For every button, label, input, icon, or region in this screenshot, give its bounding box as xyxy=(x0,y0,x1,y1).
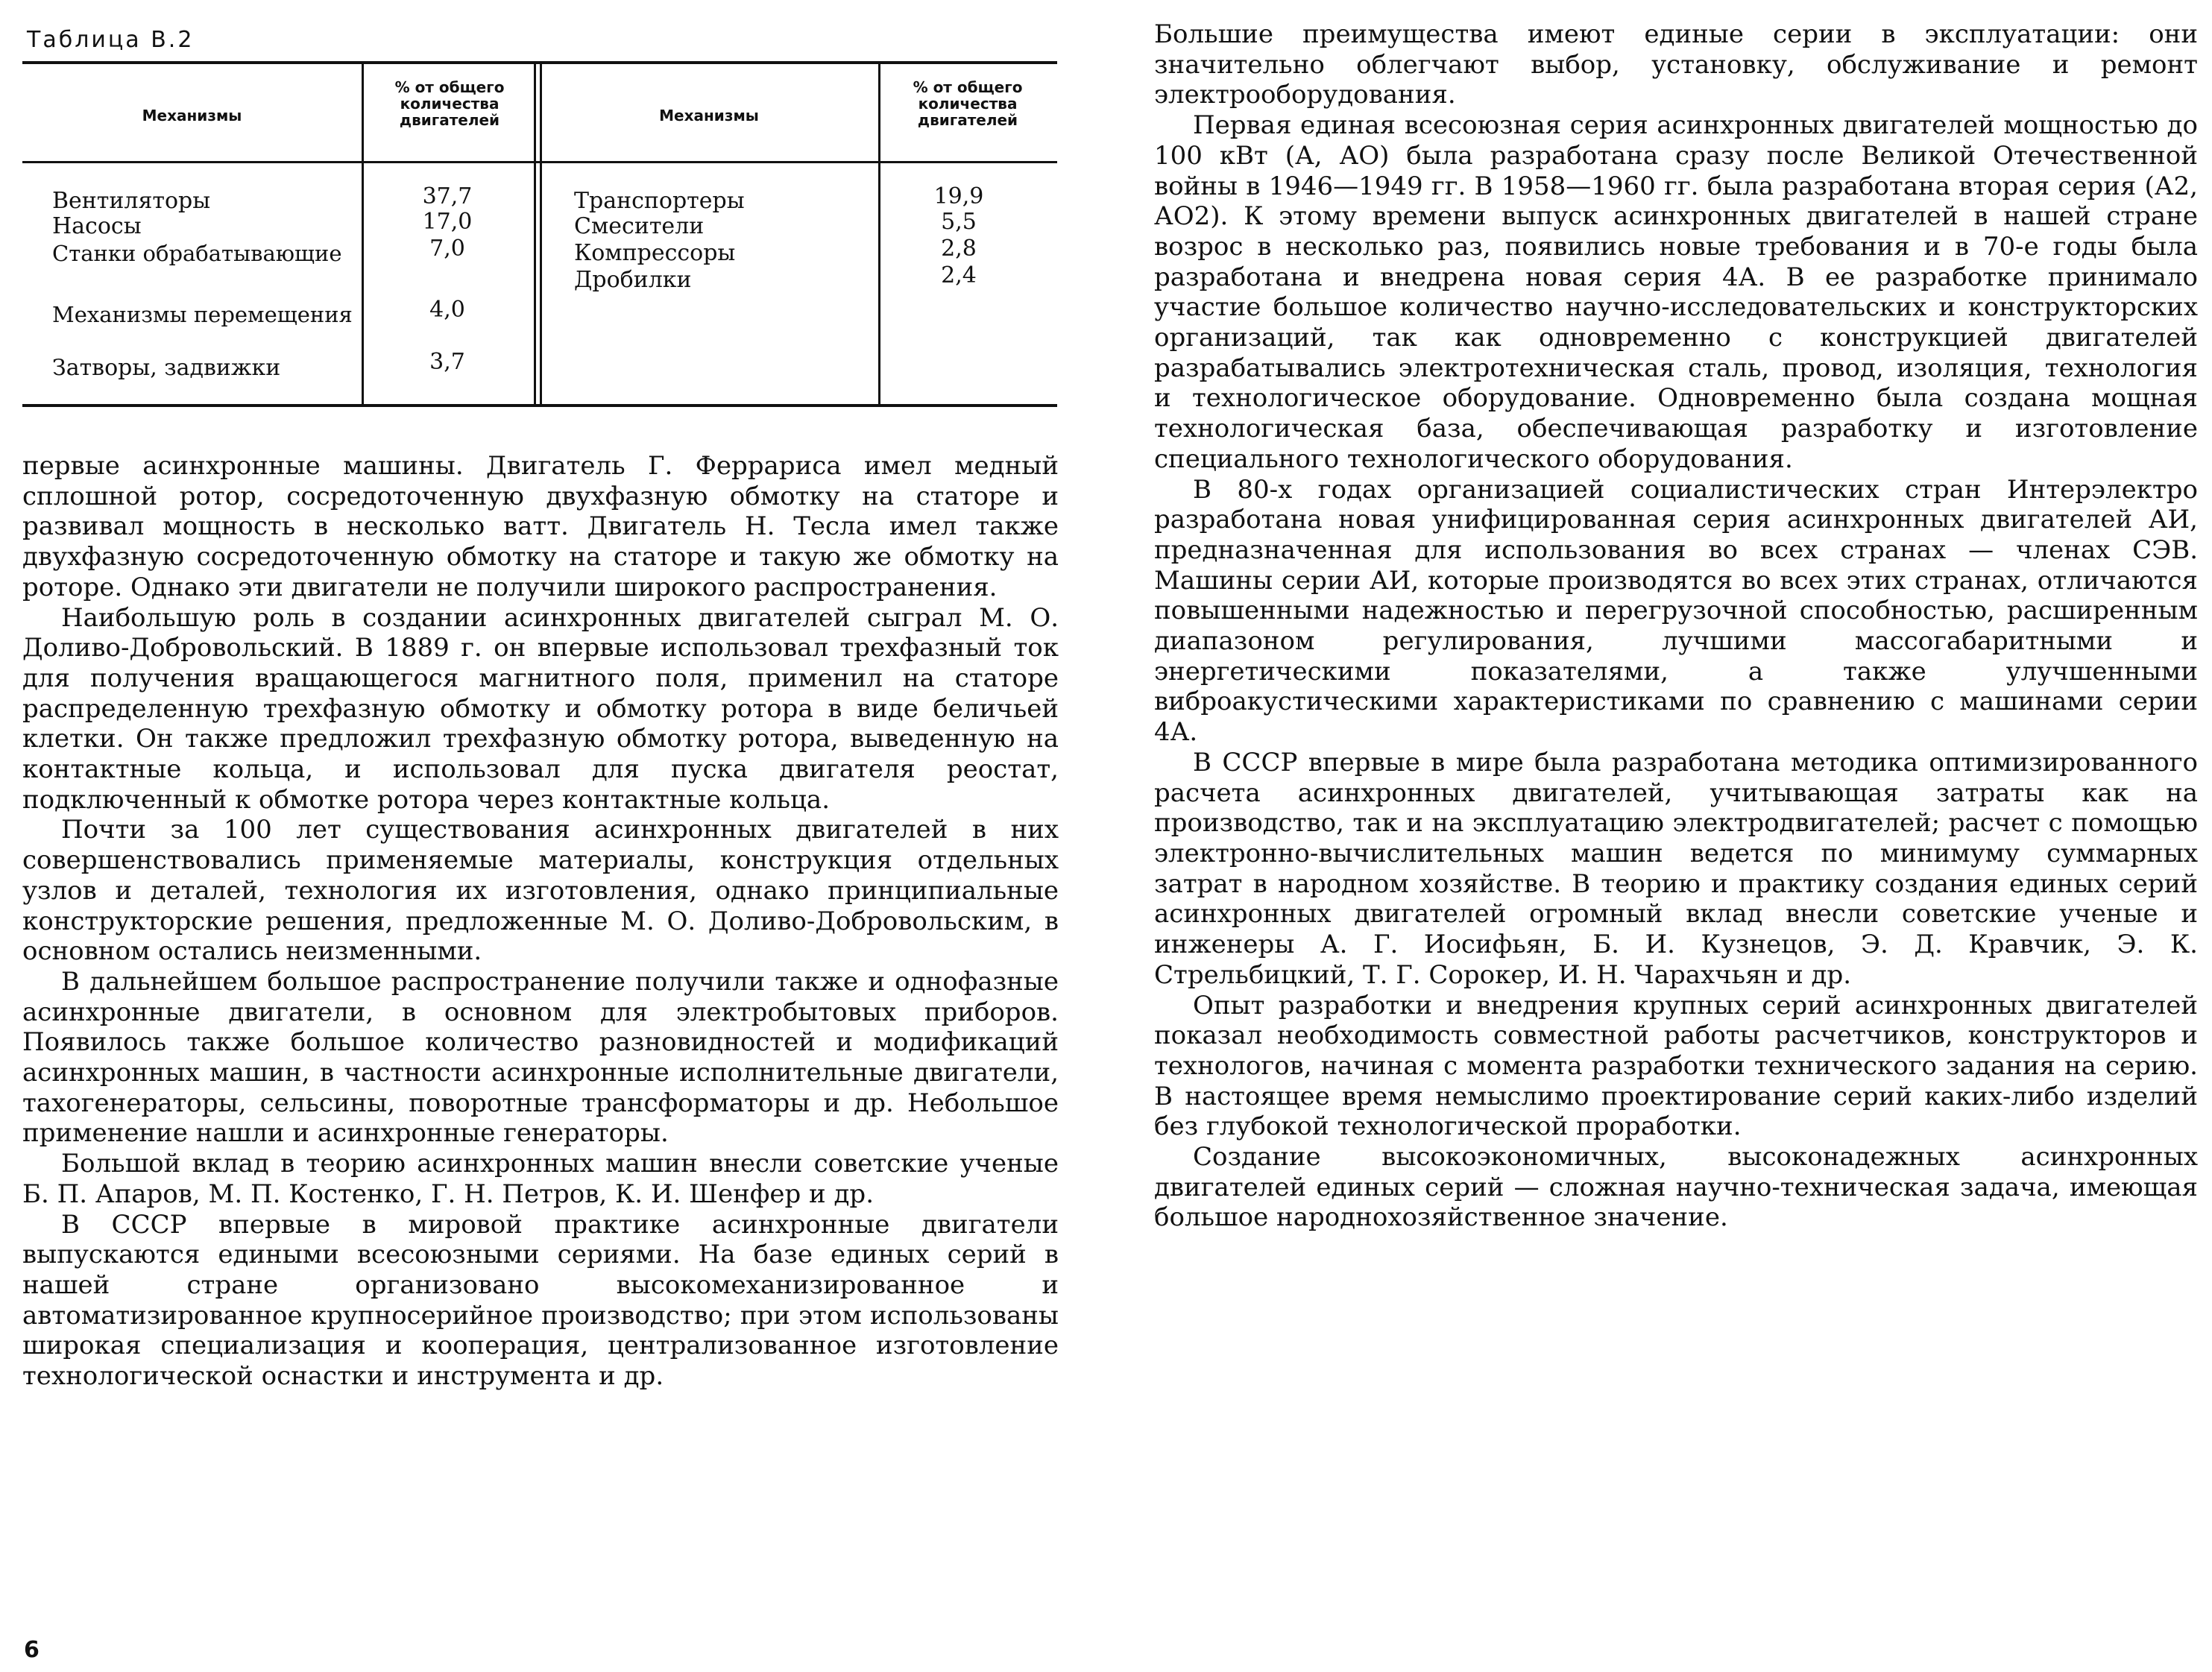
table-cell: Вентиляторы xyxy=(52,188,211,214)
table-header-percent: % от общего количества двигателей xyxy=(394,78,505,129)
table-cell: Станки обрабатывающие xyxy=(52,241,342,266)
table-cell: Дробилки xyxy=(574,267,692,293)
table-value: 37,7 xyxy=(422,183,473,209)
table-cell: Затворы, задвижки xyxy=(52,355,281,381)
table-divider xyxy=(362,64,364,404)
table-value: 5,5 xyxy=(941,209,977,235)
page-number: 6 xyxy=(24,1637,40,1663)
paragraph: Наибольшую роль в создании асинхронных двигателей сыграл М. О. Доливо-Добровольский. В 1889 г. он впервые использовал трехфазный ток для получения вращающегося магнитного поля, применил на статоре распределенную трехфазную обмотку и обмотку ротора в виде беличьей клетки. Он также предложил трехфазную обмотку ротора, выведенную на контактные кольца, и использовал для пуска двигателя реостат, подключенный к обмотке ротора через контактные кольца. xyxy=(22,602,1059,815)
paragraph: Почти за 100 лет существования асинхронных двигателей в них совершенствовались применяемые материалы, конструкция отдельных узлов и деталей, технология их изготовления, однако принципиальные конструкторские решения, предложенные М. О. Доливо-Добровольским, в основном остались неизменными. xyxy=(22,815,1059,967)
table-header-mechanisms: Механизмы xyxy=(142,107,242,124)
paragraph: Большой вклад в теорию асинхронных машин внесли советские ученые Б. П. Апаров, М. П. Костенко, Г. Н. Петров, К. И. Шенфер и др. xyxy=(22,1149,1059,1209)
table-divider xyxy=(534,64,536,404)
table-cell: Транспортеры xyxy=(574,188,745,214)
paragraph: В дальнейшем большое распространение получили также и однофазные асинхронные двигатели, в основном для электробытовых приборов. Появилось также большое количество разновидностей и модификаций асинхронных машин, в частности асинхронные исполнительные двигатели, тахогенераторы, сельсины, поворотные трансформаторы и др. Небольшое применение нашли и асинхронные генераторы. xyxy=(22,966,1059,1149)
paragraph: Создание высокоэкономичных, высоконадежных асинхронных двигателей единых серий — сложная научно-техническая задача, имеющая большое народнохозяйственное значение. xyxy=(1154,1142,2198,1233)
table-cell: Насосы xyxy=(52,213,142,239)
table-value: 3,7 xyxy=(429,349,465,375)
paragraph: Первая единая всесоюзная серия асинхронных двигателей мощностью до 100 кВт (А, АО) была разработана сразу после Великой Отечественной войны в 1946—1949 гг. В 1958—1960 гг. была разработана вторая серия (А2, АО2). К этому времени выпуск асинхронных двигателей в нашей стране возрос в несколько раз, появились новые требования и в 70-е годы была разработана и внедрена новая серия 4А. В ее разработке принимало участие большое количество научно-исследовательских и конструкторских организаций, так как одновременно с конструкцией двигателей разрабатывались электротехническая сталь, провод, изоляция, технология и технологическое оборудование. Одновременно была создана мощная технологическая база, обеспечивающая разработку и изготовление специального технологического оборудования. xyxy=(1154,110,2198,474)
table-value: 19,9 xyxy=(933,183,984,209)
left-body-text xyxy=(22,451,1059,1392)
table-value: 2,8 xyxy=(941,236,977,262)
paragraph: В СССР впервые в мировой практике асинхронные двигатели выпускаются едиными всесоюзными сериями. На базе единых серий в нашей стране организовано высокомеханизированное и автоматизированное крупносерийное производство; при этом использованы широкая специализация и кооперация, централизованное изготовление технологической оснастки и инструмента и др. xyxy=(22,1209,1059,1392)
paragraph: Опыт разработки и внедрения крупных серий асинхронных двигателей показал необходимость совместной работы расчетчиков, конструкторов и технологов, начиная с момента разработки технического задания на серию. В настоящее время немыслимо проектирование серий каких-либо изделий без глубокой технологической проработки. xyxy=(1154,990,2198,1142)
paragraph: В СССР впервые в мире была разработана методика оптимизированного расчета асинхронных двигателей, учитывающая затраты как на производство, так и на эксплуатацию электродвигателей; расчет с помощью электронно-вычислительных машин ведется по минимуму суммарных затрат в народном хозяйстве. В теорию и практику создания единых серий асинхронных двигателей огромный вклад внесли советские ученые и инженеры А. Г. Иосифьян, Б. И. Кузнецов, Э. Д. Кравчик, Э. К. Стрельбицкий, Т. Г. Сорокер, И. Н. Чарахчьян и др. xyxy=(1154,747,2198,990)
table-value: 17,0 xyxy=(422,209,473,235)
table-header-mechanisms: Механизмы xyxy=(659,107,759,124)
table-caption: Таблица В.2 xyxy=(27,27,195,53)
table-header-percent: % от общего количества двигателей xyxy=(913,78,1023,129)
table-cell: Смесители xyxy=(574,213,705,239)
table-cell: Компрессоры xyxy=(574,240,736,266)
table-value: 4,0 xyxy=(429,297,465,323)
paragraph: В 80-х годах организацией социалистических стран Интерэлектро разработана новая унифицированная серия асинхронных двигателей АИ, предназначенная для использования во всех странах — членах СЭВ. Машины серии АИ, которые производятся во всех этих странах, отличаются повышенными надежностью и перегрузочной способностью, расширенным диапазоном регулирования, лучшими массогабаритными и энергетическими показателями, а также улучшенными виброакустическими характеристиками по сравнению с машинами серии 4А. xyxy=(1154,474,2198,748)
data-table xyxy=(22,61,1057,407)
table-divider xyxy=(878,64,880,404)
paragraph: Большие преимущества имеют единые серии в эксплуатации: они значительно облегчают выбор, установку, обслуживание и ремонт электрооборудования. xyxy=(1154,19,2198,110)
table-value: 7,0 xyxy=(429,236,465,262)
table-value: 2,4 xyxy=(941,262,977,288)
table-cell: Механизмы перемещения xyxy=(52,302,353,327)
paragraph: первые асинхронные машины. Двигатель Г. Феррариса имел медный сплошной ротор, сосредоточенную двухфазную обмотку на статоре и развивал мощность в несколько ватт. Двигатель Н. Тесла имел также двухфазную сосредоточенную обмотку на статоре и такую же обмотку на роторе. Однако эти двигатели не получили широкого распространения. xyxy=(22,451,1059,602)
right-body-text xyxy=(1154,19,2198,1233)
